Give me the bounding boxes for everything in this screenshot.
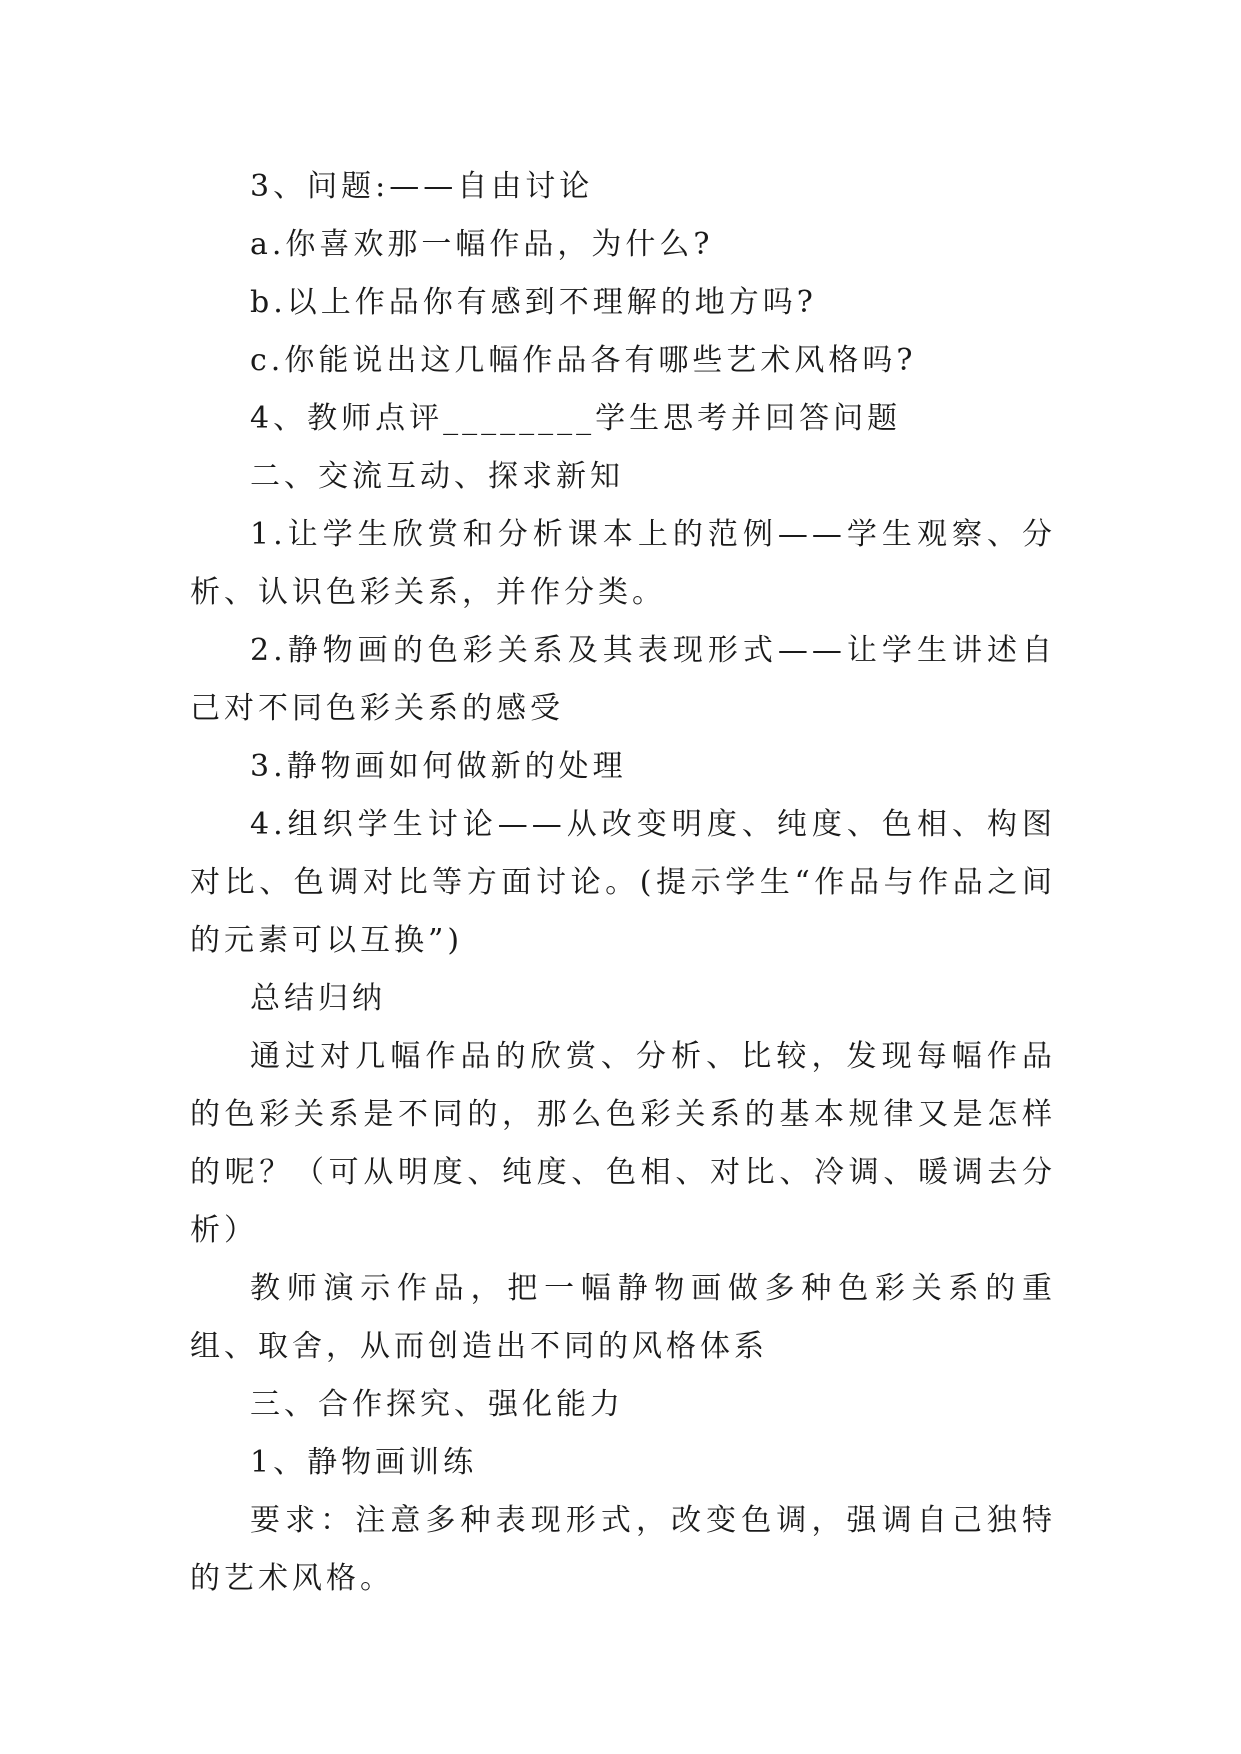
paragraph-question-c: c.你能说出这几幅作品各有哪些艺术风格吗?	[250, 343, 917, 378]
section-heading-3: 三、合作探究、强化能力	[250, 1387, 624, 1422]
paragraph-item-1: 1.让学生欣赏和分析课本上的范例——学生观察、分析、认识色彩关系，并作分类。	[190, 517, 1056, 610]
paragraph-item-2: 2.静物画的色彩关系及其表现形式——让学生讲述自己对不同色彩关系的感受	[190, 633, 1056, 726]
paragraph-item-3: 3.静物画如何做新的处理	[250, 749, 627, 784]
paragraph-training: 1、静物画训练	[250, 1445, 478, 1480]
paragraph-question-a: a.你喜欢那一幅作品，为什么?	[250, 227, 714, 262]
paragraph-teacher-review: 4、教师点评________学生思考并回答问题	[250, 401, 902, 436]
document-body	[190, 158, 1056, 1608]
paragraph-item-4: 4.组织学生讨论——从改变明度、纯度、色相、构图对比、色调对比等方面讨论。(提示学生“作品与作品之间的元素可以互换”)	[190, 807, 1056, 958]
paragraph-summary-heading: 总结归纳	[250, 981, 386, 1016]
paragraph-requirements: 要求：注意多种表现形式，改变色调，强调自己独特的艺术风格。	[190, 1503, 1056, 1596]
section-heading-2: 二、交流互动、探求新知	[250, 459, 624, 494]
paragraph-question-heading: 3、问题:——自由讨论	[250, 169, 594, 204]
paragraph-teacher-demo: 教师演示作品，把一幅静物画做多种色彩关系的重组、取舍，从而创造出不同的风格体系	[190, 1271, 1056, 1364]
paragraph-summary-text: 通过对几幅作品的欣赏、分析、比较，发现每幅作品的色彩关系是不同的，那么色彩关系的基本规律又是怎样的呢？（可从明度、纯度、色相、对比、冷调、暖调去分析）	[190, 1039, 1056, 1248]
paragraph-question-b: b.以上作品你有感到不理解的地方吗?	[250, 285, 817, 320]
